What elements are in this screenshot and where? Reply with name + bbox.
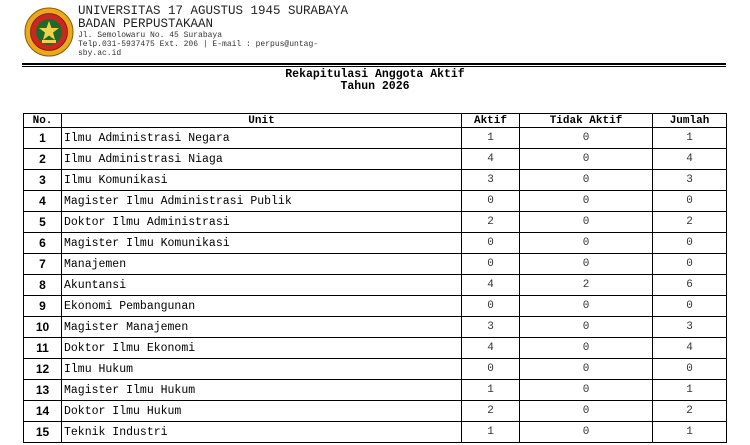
row-no: 1 — [24, 128, 62, 149]
report-title-block — [0, 69, 750, 93]
row-aktif: 2 — [462, 401, 520, 422]
row-jumlah: 3 — [653, 317, 727, 338]
row-jumlah: 1 — [653, 422, 727, 443]
row-no: 2 — [24, 149, 62, 170]
row-tidak-aktif: 0 — [520, 149, 653, 170]
row-aktif: 2 — [462, 212, 520, 233]
table-row — [24, 128, 727, 149]
row-unit: Ekonomi Pembangunan — [62, 296, 462, 317]
row-unit: Manajemen — [62, 254, 462, 275]
row-tidak-aktif: 0 — [520, 212, 653, 233]
row-tidak-aktif: 0 — [520, 401, 653, 422]
row-no: 3 — [24, 170, 62, 191]
col-header-aktif: Aktif — [462, 114, 520, 128]
row-aktif: 0 — [462, 296, 520, 317]
row-jumlah: 6 — [653, 275, 727, 296]
table-row — [24, 233, 727, 254]
row-jumlah: 0 — [653, 233, 727, 254]
row-jumlah: 1 — [653, 380, 727, 401]
row-unit: Akuntansi — [62, 275, 462, 296]
row-tidak-aktif: 0 — [520, 338, 653, 359]
row-unit: Ilmu Hukum — [62, 359, 462, 380]
row-tidak-aktif: 0 — [520, 254, 653, 275]
row-jumlah: 0 — [653, 254, 727, 275]
row-tidak-aktif: 0 — [520, 359, 653, 380]
row-tidak-aktif: 2 — [520, 275, 653, 296]
row-tidak-aktif: 0 — [520, 317, 653, 338]
row-no: 9 — [24, 296, 62, 317]
row-jumlah: 2 — [653, 401, 727, 422]
row-unit: Magister Manajemen — [62, 317, 462, 338]
row-unit: Doktor Ilmu Ekonomi — [62, 338, 462, 359]
row-no: 10 — [24, 317, 62, 338]
row-jumlah: 2 — [653, 212, 727, 233]
row-aktif: 4 — [462, 149, 520, 170]
table-row — [24, 254, 727, 275]
row-unit: Doktor Ilmu Administrasi — [62, 212, 462, 233]
row-aktif: 0 — [462, 359, 520, 380]
row-tidak-aktif: 0 — [520, 128, 653, 149]
university-name: UNIVERSITAS 17 AGUSTUS 1945 SURABAYA — [78, 4, 349, 18]
row-jumlah: 0 — [653, 296, 727, 317]
col-header-jumlah: Jumlah — [653, 114, 727, 128]
table-row — [24, 191, 727, 212]
row-unit: Magister Ilmu Hukum — [62, 380, 462, 401]
table-row — [24, 380, 727, 401]
row-tidak-aktif: 0 — [520, 233, 653, 254]
row-aktif: 3 — [462, 317, 520, 338]
table-row — [24, 212, 727, 233]
row-no: 4 — [24, 191, 62, 212]
row-unit: Teknik Industri — [62, 422, 462, 443]
row-unit: Ilmu Administrasi Niaga — [62, 149, 462, 170]
row-aktif: 0 — [462, 191, 520, 212]
table-row — [24, 170, 727, 191]
row-no: 8 — [24, 275, 62, 296]
row-aktif: 0 — [462, 254, 520, 275]
table-row — [24, 275, 727, 296]
table-row — [24, 296, 727, 317]
row-jumlah: 4 — [653, 149, 727, 170]
table-row — [24, 149, 727, 170]
university-seal-logo — [24, 7, 74, 57]
row-no: 13 — [24, 380, 62, 401]
row-tidak-aktif: 0 — [520, 191, 653, 212]
row-jumlah: 3 — [653, 170, 727, 191]
contact-line: Telp.031-5937475 Ext. 206 | E-mail : perpus@untag- — [78, 40, 319, 49]
table-row — [24, 422, 727, 443]
report-title: Rekapitulasi Anggota Aktif — [285, 68, 465, 81]
contact-line-cont: sby.ac.id — [78, 49, 122, 58]
row-no: 11 — [24, 338, 62, 359]
address: Jl. Semolowaru No. 45 Surabaya — [78, 31, 223, 40]
row-aktif: 1 — [462, 422, 520, 443]
row-unit: Magister Ilmu Komunikasi — [62, 233, 462, 254]
row-jumlah: 1 — [653, 128, 727, 149]
col-header-tidak-aktif: Tidak Aktif — [520, 114, 653, 128]
row-unit: Magister Ilmu Administrasi Publik — [62, 191, 462, 212]
row-no: 7 — [24, 254, 62, 275]
row-tidak-aktif: 0 — [520, 170, 653, 191]
row-aktif: 3 — [462, 170, 520, 191]
row-jumlah: 0 — [653, 191, 727, 212]
col-header-no: No. — [24, 114, 62, 128]
row-no: 14 — [24, 401, 62, 422]
row-no: 12 — [24, 359, 62, 380]
row-unit: Doktor Ilmu Hukum — [62, 401, 462, 422]
header-divider-thin — [22, 66, 726, 67]
row-tidak-aktif: 0 — [520, 296, 653, 317]
member-recap-table — [23, 113, 727, 443]
row-aktif: 4 — [462, 338, 520, 359]
row-no: 15 — [24, 422, 62, 443]
row-jumlah: 4 — [653, 338, 727, 359]
table-row — [24, 338, 727, 359]
row-tidak-aktif: 0 — [520, 422, 653, 443]
row-no: 6 — [24, 233, 62, 254]
report-subtitle: Tahun 2026 — [340, 80, 410, 93]
row-tidak-aktif: 0 — [520, 380, 653, 401]
header-divider — [22, 63, 726, 65]
row-aktif: 4 — [462, 275, 520, 296]
library-name: BADAN PERPUSTAKAAN — [78, 17, 214, 31]
table-row — [24, 359, 727, 380]
row-aktif: 0 — [462, 233, 520, 254]
row-no: 5 — [24, 212, 62, 233]
table-row — [24, 401, 727, 422]
col-header-unit: Unit — [62, 114, 462, 128]
row-aktif: 1 — [462, 380, 520, 401]
letterhead — [0, 0, 750, 66]
row-unit: Ilmu Komunikasi — [62, 170, 462, 191]
row-unit: Ilmu Administrasi Negara — [62, 128, 462, 149]
row-jumlah: 0 — [653, 359, 727, 380]
institution-info — [78, 5, 348, 58]
row-aktif: 1 — [462, 128, 520, 149]
table-header-row — [24, 114, 727, 128]
table-row — [24, 317, 727, 338]
